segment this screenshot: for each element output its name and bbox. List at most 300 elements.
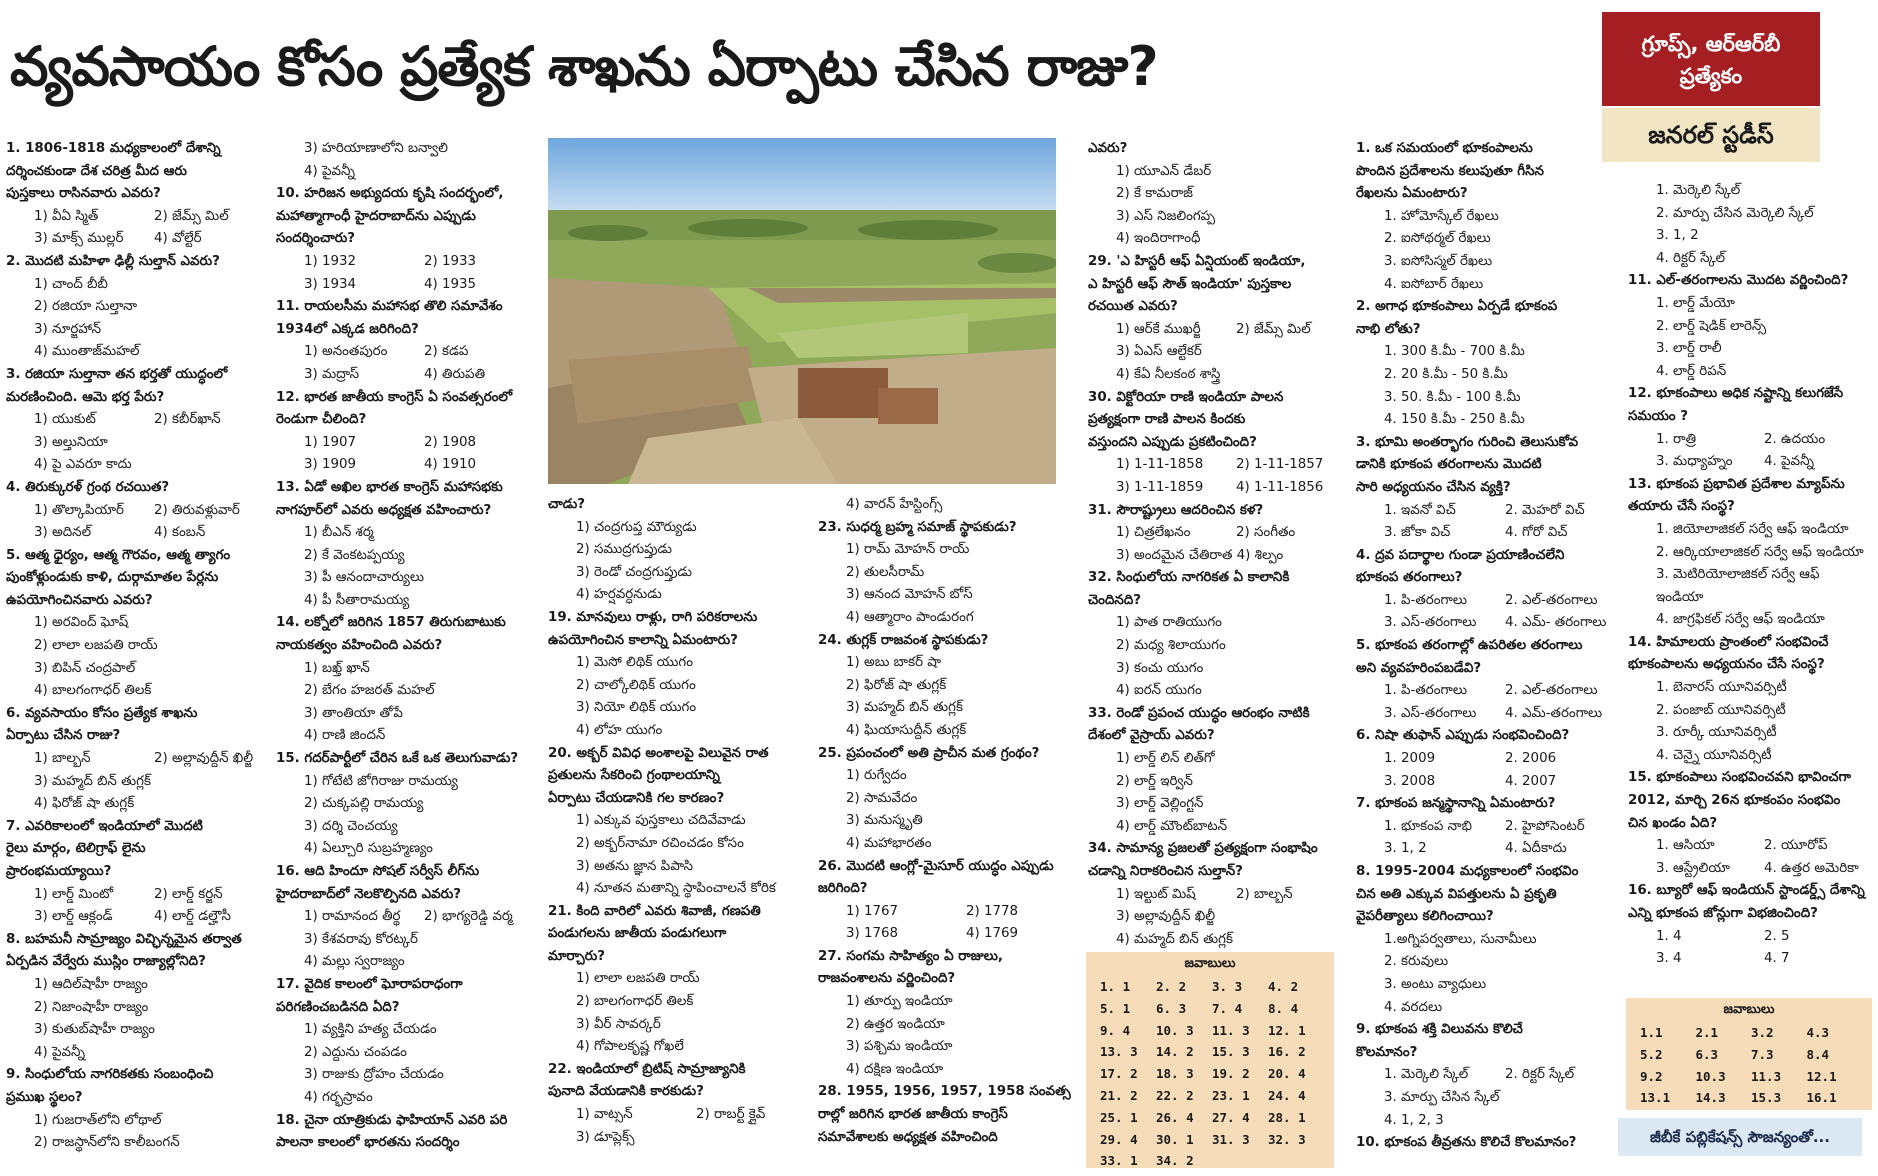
option-text: 2) సంగీతం	[1236, 525, 1296, 541]
question-text: చాడు?	[548, 497, 586, 512]
option-row	[1356, 590, 1626, 613]
answer-item: 29. 4	[1100, 1131, 1138, 1147]
option-text: 1) వీఏ స్మిత్	[34, 208, 99, 224]
option-row	[1628, 858, 1872, 881]
question-text: సారి అధ్యయనం చేసిన వ్యక్తి?	[1356, 479, 1511, 495]
option-text: 4. ఏదీకాదు	[1505, 841, 1567, 857]
option-row	[1356, 522, 1626, 545]
option-text: 3) 1909	[304, 457, 357, 473]
answer-item: 31. 3	[1212, 1131, 1250, 1147]
option-text: 3) 1934	[304, 276, 357, 292]
question-text: జరిగింది?	[818, 881, 868, 897]
option-text: 4) లార్డ్ మౌంట్‌బాటన్	[1116, 818, 1227, 834]
option-text: 4. ఎమ్- తరంగాలు	[1505, 615, 1607, 631]
option-text: 3. 1, 2	[1656, 228, 1699, 244]
answer-key-grid	[1086, 974, 1334, 1172]
question-text: పాలనా కాలంలో భారతను సందర్శిం	[276, 1135, 460, 1151]
option-text: 1. ఇవనో విచ్	[1384, 502, 1456, 518]
answer-item: 23. 1	[1212, 1087, 1250, 1103]
option-text: 3) 1-11-1859	[1116, 479, 1204, 495]
option-text: 4. పైవన్నీ	[1764, 454, 1815, 470]
option-text: 4. ఉత్తర అమెరికా	[1764, 860, 1859, 876]
question-text: పునాది వేయడానికి కారకుడు?	[548, 1084, 704, 1100]
question-text: నాభి లోతు?	[1356, 321, 1421, 337]
option-row	[1356, 703, 1626, 726]
historical-site-photo	[548, 138, 1056, 484]
option-text: 1. 300 కి.మీ - 700 కి.మీ	[1384, 344, 1525, 360]
answer-item: 14.3	[1695, 1090, 1726, 1106]
option-text: 3) మహ్మద్ బిన్ తుగ్లక్	[846, 700, 963, 716]
option-text: 2. 5	[1764, 928, 1790, 944]
option-text: 3) ఆనంద మోహన్ బోస్	[846, 587, 973, 603]
question-text: దర్శించకుండా దేశ చరిత్ర మీద ఆరు	[6, 163, 187, 179]
option-text: 3) మాక్స్ ముల్లర్	[34, 231, 124, 247]
question-text: 30. విక్టోరియా రాణి ఇండియా పాలన	[1088, 389, 1284, 405]
answer-item: 24. 4	[1268, 1087, 1306, 1103]
question-text: ఏర్పడిన వేర్వేరు ముస్లిం రాజ్యాల్లోనిది?	[6, 954, 206, 970]
option-text: 4) లోహ యుగం	[576, 722, 663, 738]
question-text: ఎన్ని భూకంప జోన్లుగా విభజించింది?	[1628, 906, 1818, 921]
question-text: 25. ప్రపంచంలో అతి ప్రాచీన మత గ్రంథం?	[818, 745, 1040, 761]
answer-item: 5. 1	[1100, 1000, 1131, 1016]
question-text: చెందినది?	[1088, 592, 1142, 608]
option-row	[818, 923, 1086, 946]
option-text: 3) మద్రాస్	[304, 366, 360, 382]
answer-item: 8.4	[1806, 1046, 1830, 1062]
question-text: నాగపూర్‌లో ఎవరు అధ్యక్షత వహించారు?	[276, 502, 492, 518]
answer-item: 7. 4	[1212, 1000, 1243, 1016]
option-text: 4) దక్షిణ ఇండియా	[846, 1061, 944, 1077]
question-text: 34. సామాన్య ప్రజలతో ప్రత్యక్షంగా సంభాషిం	[1088, 841, 1318, 857]
option-text: 4. 2007	[1505, 773, 1557, 789]
option-row	[1628, 835, 1872, 858]
option-text: 2. మార్పు చేసిన మెర్కెలి స్కేల్	[1656, 205, 1814, 221]
option-text: 1. మెర్కెలి స్కేల్	[1384, 1067, 1469, 1083]
answer-item: 18. 3	[1156, 1066, 1194, 1082]
option-text: ఇండియా	[1656, 589, 1704, 605]
option-text: 1) యుకుట్	[34, 412, 96, 428]
question-text: 5. భూకంప తరంగాల్లో ఉపరితల తరంగాలు	[1356, 638, 1583, 654]
answer-item: 34. 2	[1156, 1153, 1194, 1169]
option-text: 1) చిత్రలేఖనం	[1116, 525, 1191, 541]
option-text: 1) ఇల్టుట్ మిష్	[1116, 886, 1196, 902]
question-text: వస్తుందని ఎప్పుడు ప్రకటించింది?	[1088, 434, 1257, 450]
option-row	[6, 522, 274, 545]
option-row	[276, 251, 544, 274]
option-text: 2) చాల్కోలిథిక్ యుగం	[576, 677, 696, 693]
option-text: 2. 20 కి.మీ - 50 కి.మీ	[1384, 366, 1508, 382]
option-row	[1356, 816, 1626, 839]
option-text: 1) బాల్బన్	[34, 751, 91, 767]
option-text: 4) పీ సీతారామయ్య	[304, 592, 410, 608]
option-text: 1. 2009	[1384, 751, 1436, 767]
option-text: 1) పాత రాతియుగం	[1116, 615, 1222, 631]
option-text: 2) రాజస్థాన్‌లోని కాలీబంగన్	[34, 1135, 180, 1151]
subject-tag: జనరల్ స్టడీస్	[1602, 108, 1820, 162]
option-row	[6, 884, 274, 907]
option-text: 4. చెన్నై యూనివర్సిటీ	[1656, 747, 1772, 763]
question-text: 31. సౌరాష్ట్రులు ఆదరించిన కళ?	[1088, 502, 1264, 518]
option-text: 4) ఫిరోజ్ షా తుగ్లక్	[34, 796, 135, 812]
option-text: 3) కంచు యుగం	[1116, 660, 1204, 676]
option-text: 2) ఉత్తర ఇండియా	[846, 1016, 945, 1032]
question-text: ఏర్పాటు చేయడానికి గల కారణం?	[548, 790, 725, 806]
question-column-1	[6, 138, 274, 1168]
question-text: 28. 1955, 1956, 1957, 1958 సంవత్స	[818, 1084, 1071, 1100]
question-column-7	[1628, 180, 1872, 992]
option-text: 3) 1768	[846, 926, 899, 942]
option-row	[6, 500, 274, 523]
question-text: 2. మొదటి మహిళా ఢిల్లీ సుల్తాన్ ఎవరు?	[6, 253, 220, 269]
option-row	[1356, 838, 1626, 861]
option-text: 2) బాల్బన్	[1236, 886, 1293, 902]
option-text: 1) ఆర్‌కే ముఖర్జీ	[1116, 321, 1201, 337]
answer-item: 22. 2	[1156, 1087, 1194, 1103]
question-text: చిన ఖండం ఏది?	[1628, 815, 1718, 831]
option-text: 2) 1778	[966, 903, 1019, 919]
question-text: రెండుగా చీలింది?	[276, 412, 367, 428]
option-text: 2) నిజాంషాహీ రాజ్యం	[34, 999, 149, 1015]
option-text: 2) రజియా సుల్తానా	[34, 299, 138, 315]
option-text: 2. ఉదయం	[1764, 431, 1826, 447]
option-text: 1) లార్డ్ మింటో	[34, 886, 114, 902]
question-text: ఉపయోగించినవారు ఎవరు?	[6, 592, 153, 608]
option-row	[1356, 612, 1626, 635]
question-text: 19. మానవులు రాళ్లు, రాగి పరికరాలను	[548, 609, 758, 625]
option-row	[1356, 748, 1626, 771]
question-column-5	[1088, 138, 1356, 950]
question-text: 8. 1995-2004 మధ్యకాలంలో సంభవిం	[1356, 864, 1579, 879]
answer-item: 16.1	[1806, 1090, 1837, 1106]
question-column-4	[818, 494, 1086, 1168]
question-text: 29. 'ఎ హిస్టరీ ఆఫ్ ఏన్షియంట్ ఇండియా,	[1088, 253, 1306, 269]
question-text: 15. భూకంపాలు సంభవించవని భావించగా	[1628, 770, 1851, 786]
option-text: 2) సముద్రగుప్తుడు	[576, 542, 673, 558]
option-row	[276, 364, 544, 387]
question-text: ప్రముఖ స్థలం?	[6, 1089, 83, 1105]
question-text: 10. భూకంప తీవ్రతను కొలిచే కొలమానం?	[1356, 1135, 1577, 1151]
answer-item: 13. 3	[1100, 1044, 1138, 1060]
question-text: ఉపయోగించిన కాలాన్ని ఏమంటారు?	[548, 632, 738, 648]
question-text: ఎవరు?	[1088, 141, 1128, 156]
option-text: 4) ఘియాసుద్దీన్ తుగ్లక్	[846, 722, 967, 738]
question-text: పుంకోళ్లుండుకు కాళి, దుర్గామాతల పేర్లను	[6, 570, 219, 586]
option-text: 3) పీ ఆనందాచార్యులు	[304, 570, 425, 586]
option-text: 4. గోరో విచ్	[1505, 525, 1568, 541]
question-text: 10. హరిజన అభ్యుదయ కృషి సందర్భంలో,	[276, 186, 504, 202]
question-text: పుస్తకాలు రాసినవారు ఎవరు?	[6, 186, 161, 202]
option-text: 3) తాంతియా తోపే	[304, 705, 403, 721]
option-row	[276, 432, 544, 455]
option-text: 3. లార్డ్ రాలీ	[1656, 341, 1722, 357]
option-text: 2) కే కామరాజ్	[1116, 186, 1193, 202]
option-text: 4) 1935	[424, 276, 477, 292]
option-text: 1. జియోలాజికల్ సర్వే ఆఫ్ ఇండియా	[1656, 521, 1849, 537]
option-text: 1. ఆసియా	[1656, 838, 1715, 854]
section-tag	[1602, 12, 1820, 106]
question-text: 9. సింధులోయ నాగరికతకు సంబంధించి	[6, 1067, 214, 1083]
question-text: సమయం ?	[1628, 408, 1689, 424]
option-text: 4) ఐరన్ యుగం	[1116, 683, 1202, 699]
answer-item: 1. 1	[1100, 979, 1131, 994]
answer-item: 14. 2	[1156, 1044, 1194, 1060]
question-text: మార్చారు?	[548, 948, 606, 964]
option-text: 3) నూర్జహాన్	[34, 321, 102, 337]
question-text: మహాత్మాగాంధీ హైదరాబాద్‌ను ఎప్పుడు	[276, 208, 476, 224]
option-text: 1. హోమోస్కేల్ రేఖలు	[1384, 208, 1499, 224]
question-text: 16. బ్యూరో ఆఫ్ ఇండియన్ స్టాండర్డ్స్ దేశాన్ని	[1628, 883, 1865, 899]
answer-item: 25. 1	[1100, 1109, 1138, 1125]
option-text: 1) అరవింద్ ఘోష్	[34, 615, 129, 631]
option-row	[276, 454, 544, 477]
option-text: 3) కేశవరావు కోరట్కర్	[304, 931, 418, 947]
question-text: రాజవంశాలను వర్ణించింది?	[818, 971, 956, 987]
option-text: 2) చుక్కపల్లి రామయ్య	[304, 796, 424, 812]
answer-item: 4.3	[1806, 1025, 1830, 1040]
option-text: 1) బఖ్త్ ఖాన్	[304, 660, 370, 676]
answer-item: 3.2	[1751, 1025, 1774, 1040]
option-text: 4) ఇందిరాగాంధీ	[1116, 231, 1201, 247]
question-text: 6. వ్యవసాయం కోసం ప్రత్యేక శాఖను	[6, 705, 198, 721]
option-text: 4) 1-11-1856	[1236, 479, 1324, 495]
option-text: 3) అతను జ్ఞాన పిపాసి	[576, 858, 693, 874]
ruins-illustration	[548, 138, 1056, 484]
question-column-2	[276, 138, 544, 1168]
option-text: 1) తొల్కాపియార్	[34, 502, 124, 518]
option-text: 2) లార్డ్ కర్జన్	[154, 886, 223, 902]
option-text: 1) ఎక్కువ పుస్తకాలు చదివేవాడు	[576, 813, 746, 829]
option-text: 2) ఫిరోజ్ షా తుగ్లక్	[846, 677, 947, 693]
option-text: 1) లార్డ్ లిన్ లిత్‌గో	[1116, 751, 1215, 767]
option-text: 4) హర్షవర్ధనుడు	[576, 587, 662, 603]
question-text: 5. ఆత్మ ధైర్యం, ఆత్మ గౌరవం, ఆత్మ త్యాగం	[6, 547, 231, 563]
option-text: 1) అబు బాకర్ షా	[846, 655, 942, 671]
option-text: 3) రాజుకు ద్రోహం చేయడం	[304, 1067, 444, 1083]
option-text: 1. భూకంప నాభి	[1384, 818, 1472, 834]
option-text: 3. ఎస్-తరంగాలు	[1384, 615, 1477, 631]
option-text: 3) బిపిన్ చంద్రపాల్	[34, 660, 136, 676]
option-row	[276, 906, 544, 929]
question-text: 7. భూకంప జన్మస్థానాన్ని ఏమంటారు?	[1356, 796, 1556, 812]
option-text: 2. ఎల్-తరంగాలు	[1505, 683, 1598, 699]
answer-item: 26. 4	[1156, 1109, 1194, 1125]
option-row	[6, 748, 274, 771]
option-text: 4. 150 కి.మీ - 250 కి.మీ	[1384, 412, 1525, 428]
option-text: 2) 1933	[424, 253, 477, 269]
option-text: 1) లాలా లజపతి రాయ్	[576, 971, 700, 987]
question-text: 24. తుగ్లక్ రాజవంశ స్థాపకుడు?	[818, 632, 989, 648]
question-text: 13. ఏడో అఖిల భారత కాంగ్రెస్ మహాసభకు	[276, 479, 503, 495]
answer-item: 4. 2	[1268, 979, 1299, 994]
option-text: 2. మెహరో విచ్	[1505, 502, 1585, 518]
option-text: 3. 4	[1656, 951, 1682, 967]
option-text: 1. పి-తరంగాలు	[1384, 592, 1467, 608]
option-text: 1.అగ్నిపర్వతాలు, సునామీలు	[1384, 931, 1537, 947]
question-text: 4. ద్రవ పదార్థాల గుండా ప్రయాణించలేని	[1356, 547, 1565, 563]
option-text: 2. ఐసోథర్మల్ రేఖలు	[1384, 231, 1491, 247]
option-row	[1088, 319, 1356, 342]
question-text: 1934లో ఎక్కడ జరిగింది?	[276, 321, 419, 337]
option-row	[6, 228, 274, 251]
option-text: 4) కేఏ నీలకంఠ శాస్త్రి	[1116, 366, 1221, 382]
option-text: 4) పైవన్నీ	[34, 1044, 86, 1060]
question-text: రాల్లో జరిగిన భారత జాతీయ కాంగ్రెస్	[818, 1107, 1008, 1123]
option-text: 1) గుజరాత్‌లోని లోథాల్	[34, 1112, 162, 1128]
answer-item: 11.3	[1751, 1068, 1782, 1084]
option-text: 3. అంటు వ్యాధులు	[1384, 976, 1487, 992]
question-text: 20. అక్బర్ వివిధ అంశాలపై విలువైన రాత	[548, 745, 769, 761]
answer-item: 12. 1	[1268, 1022, 1306, 1038]
option-text: 3. మార్పు చేసిన స్కేల్	[1384, 1089, 1500, 1105]
option-text: 2) భాగ్యరెడ్డి వర్మ	[424, 909, 513, 925]
question-text: సమావేశాలకు అధ్యక్షత వహించింది	[818, 1129, 998, 1145]
option-text: 2) జేమ్స్ మిల్	[154, 208, 229, 224]
option-text: 2. ఎల్-తరంగాలు	[1505, 592, 1598, 608]
option-text: 4) ఆత్మారాం పాండురంగ	[846, 609, 974, 625]
answer-item: 6. 3	[1156, 1000, 1187, 1016]
answer-item: 6.3	[1695, 1046, 1719, 1062]
option-text: 3) నియో లిథిక్ యుగం	[576, 700, 697, 716]
answer-item: 16. 2	[1268, 1044, 1306, 1060]
option-text: 1) 1907	[304, 434, 357, 450]
question-text: 7. ఎవరికాలంలో ఇండియాలో మొదటి	[6, 818, 203, 834]
option-text: 3) డూప్లెక్స్	[576, 1129, 635, 1145]
question-text: దేశంలో వైస్రాయ్ ఎవరు?	[1088, 728, 1215, 744]
question-text: 2. అగాధ భూకంపాలు ఏర్పడే భూకంప	[1356, 299, 1558, 315]
option-text: 2. రిక్టర్ స్కేల్	[1505, 1067, 1575, 1083]
option-text: 3. 2008	[1384, 773, 1436, 789]
question-text: ఏర్పాటు చేసిన రాజు?	[6, 728, 121, 744]
option-text: 3) లార్డ్ వెల్లింగ్టన్	[1116, 796, 1204, 812]
answer-item: 11. 3	[1212, 1022, 1250, 1038]
option-text: 2) సామవేదం	[846, 790, 918, 806]
answer-item: 2.1	[1695, 1025, 1719, 1040]
option-row	[6, 206, 274, 229]
option-text: 1) గోటేటి జోగిరాజు రామయ్య	[304, 773, 458, 789]
option-text: 2) తిరువళ్లువార్	[154, 502, 240, 518]
question-text: వైపరీత్యాలు కలిగించాయి?	[1356, 909, 1494, 925]
option-text: 2) కే వెంకటప్పయ్య	[304, 547, 405, 563]
option-text: 4. రిక్టర్ స్కేల్	[1656, 250, 1726, 266]
option-text: 3. మెటిరియోలాజికల్ సర్వే ఆఫ్	[1656, 567, 1820, 583]
option-text: 1) బీఎన్ శర్మ	[304, 525, 374, 541]
option-text: 4. లార్డ్ రిపన్	[1656, 363, 1727, 379]
question-text: పొందిన ప్రదేశాలను కలుపుతూ గీసిన	[1356, 163, 1544, 179]
question-text: ఎ హిస్టరీ ఆఫ్ సౌత్ ఇండియా' పుస్తకాల	[1088, 276, 1292, 292]
answer-key-geography	[1626, 998, 1872, 1110]
option-text: 1) యూఎన్ డేబర్	[1116, 163, 1212, 179]
option-text: 1. రాత్రి	[1656, 431, 1697, 447]
option-row	[276, 274, 544, 297]
question-text: 17. వైదిక కాలంలో ఘోరాపరాధంగా	[276, 976, 463, 992]
question-text: 23. సుధర్మ బ్రహ్మ సమాజ్ స్థాపకుడు?	[818, 519, 1017, 535]
option-text: 3) మనుస్మృతి	[846, 813, 923, 829]
option-text: 2) జేమ్స్ మిల్	[1236, 321, 1311, 337]
question-text: హైదరాబాద్‌లో నెలకొల్పినది ఎవరు?	[276, 886, 461, 902]
option-text: 2) బేగం హజరత్ మహల్	[304, 683, 435, 699]
answer-key-history	[1086, 952, 1334, 1168]
option-row	[276, 341, 544, 364]
option-text: 4) తిరుపతి	[424, 366, 486, 382]
question-text: 8. బహమనీ సామ్రాజ్యం విచ్ఛిన్నమైన తర్వాత	[6, 931, 242, 947]
answer-item: 5.2	[1640, 1046, 1663, 1062]
option-text: 4) మహ్మద్ బిన్ తుగ్లక్	[1116, 931, 1233, 947]
option-text: 4. 7	[1764, 951, 1790, 967]
headline: వ్యవసాయం కోసం ప్రత్యేక శాఖను ఏర్పాటు చేసిన రాజు?	[10, 35, 1158, 98]
option-text: 3) అందమైన చేతిరాత 4) శిల్పం	[1116, 547, 1284, 563]
option-text: 4) మహాభారతం	[846, 835, 932, 851]
option-row	[1088, 477, 1356, 500]
question-text: 21. కింది వారిలో ఎవరు శివాజీ, గణపతి	[548, 903, 761, 919]
option-text: 2) లార్డ్ ఇర్విన్	[1116, 773, 1193, 789]
option-text: 3) అదినల్	[34, 525, 92, 541]
section-tag-line1: గ్రూప్స్, ఆర్ఆర్‌బీ	[1641, 32, 1781, 56]
option-row	[1088, 522, 1356, 545]
answer-item: 19. 2	[1212, 1066, 1250, 1082]
option-row	[818, 901, 1086, 924]
question-text: 14. లక్నోలో జరిగిన 1857 తిరుగుబాటుకు	[276, 615, 506, 631]
question-text: తయారు చేసే సంస్థ?	[1628, 499, 1735, 515]
option-text: 1. బెనారస్ యూనివర్సిటీ	[1656, 680, 1787, 696]
option-text: 1) 1932	[304, 253, 357, 269]
option-text: 3) పశ్చిమ ఇండియా	[846, 1039, 953, 1055]
question-text: 6. నిషా తుఫాన్ ఎప్పుడు సంభవించింది?	[1356, 728, 1570, 744]
option-row	[6, 409, 274, 432]
option-text: 4) వారన్ హేస్టింగ్స్	[846, 497, 943, 512]
option-text: 4. ఎమ్-తరంగాలు	[1505, 705, 1603, 721]
option-text: 4) పై ఎవరూ కాదు	[34, 457, 132, 473]
option-row	[1356, 500, 1626, 523]
question-text: నాయకత్వం వహించింది ఎవరు?	[276, 638, 443, 654]
option-text: 2. యూరోప్	[1764, 838, 1828, 854]
option-text: 3. ఆస్ట్రేలియా	[1656, 860, 1730, 876]
option-text: 4) ముంతాజ్‌మహల్	[34, 344, 140, 360]
option-row	[1356, 680, 1626, 703]
answer-key-heading: జవాబులు	[1184, 956, 1236, 971]
option-text: 2) కబీర్‌ఖాన్	[154, 412, 221, 428]
question-text: మరణించింది. ఆమె భర్త పేరు?	[6, 389, 165, 405]
option-text: 1) రామానంద తీర్థ	[304, 909, 401, 925]
question-column-6	[1356, 138, 1626, 1168]
answer-item: 1.1	[1640, 1025, 1663, 1040]
option-row	[1628, 429, 1872, 452]
option-text: 3. జోకా విచ్	[1384, 525, 1451, 541]
question-text: 14. హిమాలయ ప్రాంతంలో సంభవించే	[1628, 634, 1829, 650]
question-text: ప్రారంభమయ్యాయి?	[6, 864, 112, 879]
option-text: 3) రెండో చంద్రగుప్తుడు	[576, 564, 693, 580]
option-text: 3. 1, 2	[1384, 841, 1427, 857]
option-text: 4) కంబన్	[154, 525, 206, 541]
option-text: 4) బాలగంగాధర్ తిలక్	[34, 683, 152, 699]
option-row	[1628, 948, 1872, 971]
option-text: 3. 50. కి.మీ - 100 కి.మీ	[1384, 389, 1521, 405]
option-text: 3) మహ్మద్ బిన్ తుగ్లక్	[34, 773, 151, 789]
option-text: 2. 2006	[1505, 751, 1557, 767]
option-text: 4. జాగ్రఫికల్ సర్వే ఆఫ్ ఇండియా	[1656, 612, 1825, 628]
answer-item: 28. 1	[1268, 1109, 1306, 1125]
option-text: 1. మెర్కెలి స్కేల్	[1656, 183, 1741, 198]
answer-item: 30. 1	[1156, 1131, 1194, 1147]
option-text: 3) కుతుబ్‌షాహీ రాజ్యం	[34, 1022, 155, 1038]
question-text: 3. రజియా సుల్తానా తన భర్తతో యుద్ధంలో	[6, 366, 228, 382]
option-text: 2) కడప	[424, 344, 469, 360]
option-text: 1. 4	[1656, 928, 1682, 944]
option-text: 4) లార్డ్ డల్హౌసీ	[154, 909, 231, 925]
option-text: 3) వీర్ సావర్కర్	[576, 1016, 661, 1032]
answer-item: 21. 2	[1100, 1087, 1138, 1103]
question-text: 1. 1806-1818 మధ్యకాలంలో దేశాన్ని	[6, 141, 221, 156]
question-text: రచయిత ఎవరు?	[1088, 299, 1178, 315]
